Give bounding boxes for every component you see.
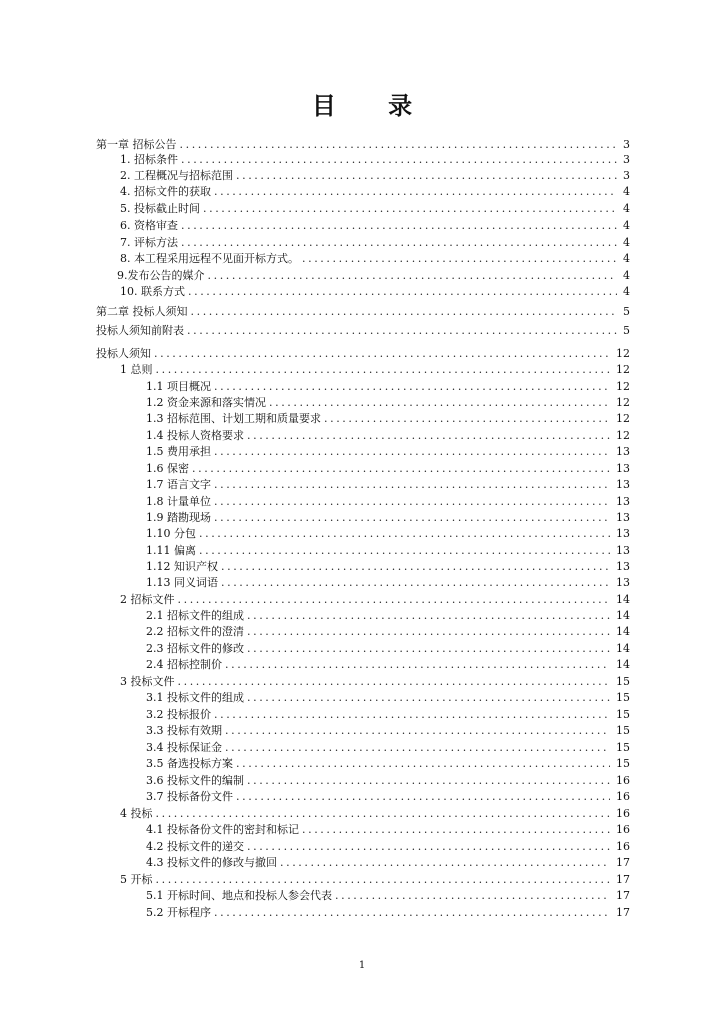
toc-entry-page: 13 — [616, 511, 630, 524]
toc-entry-label: 1.5 费用承担 — [146, 445, 211, 458]
toc-entry-page: 4 — [623, 269, 630, 282]
toc-entry-page: 16 — [616, 774, 630, 787]
toc-entry-label: 1.13 同义词语 — [146, 576, 218, 589]
toc-entry-page: 12 — [616, 347, 630, 360]
toc-entry-label: 4. 招标文件的获取 — [120, 185, 211, 198]
dot-leader — [181, 151, 617, 168]
dot-leader — [221, 574, 610, 591]
dot-leader — [154, 345, 610, 362]
dot-leader — [188, 283, 617, 300]
toc-entry-page: 13 — [616, 544, 630, 557]
toc-entry[interactable] — [146, 525, 630, 542]
toc-entry[interactable] — [117, 267, 630, 284]
toc-entry[interactable] — [146, 476, 630, 493]
dot-leader — [199, 525, 610, 542]
toc-entry[interactable] — [146, 509, 630, 526]
toc-entry-page: 5 — [623, 324, 630, 337]
toc-entry-label: 投标人须知 — [96, 347, 151, 360]
toc-entry-page: 16 — [616, 790, 630, 803]
dot-leader — [191, 303, 618, 320]
dot-leader — [199, 542, 610, 559]
toc-entry-page: 4 — [623, 236, 630, 249]
dot-leader — [324, 410, 610, 427]
toc-entry-label: 3.3 投标有效期 — [146, 724, 222, 737]
toc-entry-page: 13 — [616, 576, 630, 589]
dot-leader — [302, 821, 610, 838]
dot-leader — [187, 322, 617, 339]
toc-entry[interactable] — [120, 234, 630, 251]
dot-leader — [236, 167, 617, 184]
dot-leader — [302, 250, 617, 267]
toc-entry-label: 3 投标文件 — [120, 675, 175, 688]
dot-leader — [214, 378, 610, 395]
dot-leader — [181, 234, 617, 251]
toc-entry-page: 12 — [616, 363, 630, 376]
toc-entry-label: 4.2 投标文件的递交 — [146, 840, 244, 853]
toc-entry-label: 2 招标文件 — [120, 593, 175, 606]
toc-entry-label: 8. 本工程采用远程不见面开标方式。 — [120, 252, 299, 265]
toc-entry-page: 17 — [616, 906, 630, 919]
toc-entry[interactable] — [146, 410, 630, 427]
toc-entry-label: 1. 招标条件 — [120, 153, 178, 166]
page-number: 1 — [358, 960, 366, 971]
toc-entry-label: 6. 资格审查 — [120, 219, 178, 232]
toc-entry[interactable] — [120, 167, 630, 184]
toc-entry[interactable] — [146, 443, 630, 460]
toc-entry-label: 3.2 投标报价 — [146, 708, 211, 721]
toc-entry[interactable] — [146, 887, 630, 904]
toc-entry-label: 1.9 踏勘现场 — [146, 511, 211, 524]
toc-entry-label: 3.4 投标保证金 — [146, 741, 222, 754]
toc-entry-page: 15 — [616, 708, 630, 721]
toc-entry-page: 14 — [616, 658, 630, 671]
toc-entry-page: 13 — [616, 527, 630, 540]
dot-leader — [156, 361, 611, 378]
dot-leader — [247, 772, 610, 789]
toc-entry-label: 1.8 计量单位 — [146, 495, 211, 508]
toc-entry[interactable] — [96, 322, 630, 339]
toc-entry[interactable] — [120, 871, 630, 888]
dot-leader — [221, 558, 610, 575]
dot-leader — [236, 755, 610, 772]
toc-entry[interactable] — [146, 838, 630, 855]
toc-entry[interactable] — [120, 217, 630, 234]
toc-entry-page: 15 — [616, 724, 630, 737]
toc-entry-label: 5.1 开标时间、地点和投标人参会代表 — [146, 889, 332, 902]
toc-entry-label: 10. 联系方式 — [120, 285, 185, 298]
toc-entry-page: 13 — [616, 462, 630, 475]
dot-leader — [247, 689, 610, 706]
toc-entry-label: 9.发布公告的媒介 — [117, 269, 205, 282]
dot-leader — [247, 623, 610, 640]
toc-entry-page: 13 — [616, 495, 630, 508]
dot-leader — [192, 460, 610, 477]
toc-entry-page: 3 — [623, 169, 630, 182]
toc-entry-page: 14 — [616, 625, 630, 638]
toc-entry[interactable] — [120, 591, 630, 608]
toc-entry[interactable] — [146, 623, 630, 640]
toc-entry-label: 1.6 保密 — [146, 462, 189, 475]
toc-entry[interactable] — [146, 706, 630, 723]
dot-leader — [335, 887, 610, 904]
toc-entry-page: 17 — [616, 856, 630, 869]
dot-leader — [181, 217, 617, 234]
toc-entry-label: 2.2 招标文件的澄清 — [146, 625, 244, 638]
toc-entry-label: 1.2 资金来源和落实情况 — [146, 396, 266, 409]
toc-entry-label: 2.4 招标控制价 — [146, 658, 222, 671]
toc-entry[interactable] — [146, 854, 630, 871]
toc-entry-label: 2. 工程概况与招标范围 — [120, 169, 233, 182]
toc-entry-label: 1 总则 — [120, 363, 153, 376]
toc-entry-page: 4 — [623, 219, 630, 232]
dot-leader — [214, 476, 610, 493]
toc-entry-label: 1.1 项目概况 — [146, 380, 211, 393]
toc-entry[interactable] — [120, 151, 630, 168]
toc-entry-label: 2.1 招标文件的组成 — [146, 609, 244, 622]
document-title: 目 录 — [311, 92, 435, 120]
toc-entry[interactable] — [146, 427, 630, 444]
toc-entry[interactable] — [146, 378, 630, 395]
toc-entry[interactable] — [96, 303, 630, 320]
dot-leader — [247, 640, 610, 657]
toc-entry-page: 12 — [616, 429, 630, 442]
toc-entry-label: 4 投标 — [120, 807, 153, 820]
toc-entry-label: 5.2 开标程序 — [146, 906, 211, 919]
dot-leader — [214, 509, 610, 526]
toc-entry[interactable] — [146, 904, 630, 921]
toc-entry[interactable] — [146, 739, 630, 756]
dot-leader — [156, 805, 611, 822]
dot-leader — [208, 267, 618, 284]
toc-entry[interactable] — [146, 722, 630, 739]
dot-leader — [225, 739, 610, 756]
toc-entry-label: 1.10 分包 — [146, 527, 196, 540]
toc-entry[interactable] — [120, 361, 630, 378]
toc-entry-label: 4.3 投标文件的修改与撤回 — [146, 856, 277, 869]
toc-entry[interactable] — [146, 607, 630, 624]
toc-entry[interactable] — [146, 574, 630, 591]
toc-entry-label: 4.1 投标备份文件的密封和标记 — [146, 823, 299, 836]
toc-entry-page: 17 — [616, 873, 630, 886]
toc-entry-page: 13 — [616, 560, 630, 573]
toc-entry-page: 12 — [616, 396, 630, 409]
toc-entry[interactable] — [146, 460, 630, 477]
toc-entry-page: 16 — [616, 823, 630, 836]
toc-entry-page: 16 — [616, 807, 630, 820]
toc-entry-label: 2.3 招标文件的修改 — [146, 642, 244, 655]
dot-leader — [214, 904, 610, 921]
toc-entry[interactable] — [120, 183, 630, 200]
dot-leader — [178, 591, 611, 608]
dot-leader — [156, 871, 611, 888]
toc-entry[interactable] — [120, 250, 630, 267]
toc-entry-page: 15 — [616, 741, 630, 754]
toc-entry[interactable] — [120, 200, 630, 217]
toc-entry-label: 3.5 备选投标方案 — [146, 757, 233, 770]
dot-leader — [214, 183, 617, 200]
toc-entry-page: 14 — [616, 642, 630, 655]
toc-entry[interactable] — [146, 821, 630, 838]
toc-entry[interactable] — [146, 394, 630, 411]
dot-leader — [236, 788, 610, 805]
toc-entry-label: 1.7 语言文字 — [146, 478, 211, 491]
dot-leader — [225, 656, 610, 673]
toc-entry-page: 4 — [623, 202, 630, 215]
toc-entry[interactable] — [120, 673, 630, 690]
toc-entry[interactable] — [146, 689, 630, 706]
toc-entry[interactable] — [146, 493, 630, 510]
dot-leader — [203, 200, 617, 217]
toc-entry-label: 3.7 投标备份文件 — [146, 790, 233, 803]
toc-entry-page: 3 — [623, 153, 630, 166]
dot-leader — [247, 607, 610, 624]
toc-entry[interactable] — [146, 656, 630, 673]
toc-entry-page: 12 — [616, 412, 630, 425]
toc-entry-page: 5 — [623, 305, 630, 318]
toc-entry-page: 17 — [616, 889, 630, 902]
toc-entry-page: 13 — [616, 445, 630, 458]
toc-entry-label: 7. 评标方法 — [120, 236, 178, 249]
toc-entry-page: 15 — [616, 691, 630, 704]
dot-leader — [225, 722, 610, 739]
toc-entry-page: 15 — [616, 757, 630, 770]
toc-entry-label: 5. 投标截止时间 — [120, 202, 200, 215]
dot-leader — [178, 673, 611, 690]
toc-entry-page: 15 — [616, 675, 630, 688]
toc-entry-page: 14 — [616, 593, 630, 606]
toc-entry[interactable] — [146, 755, 630, 772]
toc-entry-label: 1.4 投标人资格要求 — [146, 429, 244, 442]
dot-leader — [269, 394, 610, 411]
toc-entry[interactable] — [146, 772, 630, 789]
toc-entry-label: 1.3 招标范围、计划工期和质量要求 — [146, 412, 321, 425]
toc-entry[interactable] — [120, 805, 630, 822]
dot-leader — [247, 427, 610, 444]
toc-entry[interactable] — [146, 788, 630, 805]
toc-entry-page: 13 — [616, 478, 630, 491]
toc-entry[interactable] — [146, 542, 630, 559]
toc-entry-label: 第二章 投标人须知 — [96, 305, 188, 318]
toc-entry-page: 4 — [623, 285, 630, 298]
toc-entry-label: 1.12 知识产权 — [146, 560, 218, 573]
dot-leader — [214, 706, 610, 723]
toc-entry[interactable] — [146, 558, 630, 575]
toc-entry[interactable] — [96, 345, 630, 362]
dot-leader — [280, 854, 610, 871]
toc-entry-page: 4 — [623, 252, 630, 265]
toc-entry-label: 第一章 招标公告 — [96, 138, 177, 151]
toc-entry-page: 16 — [616, 840, 630, 853]
toc-entry-page: 14 — [616, 609, 630, 622]
dot-leader — [214, 493, 610, 510]
toc-entry-label: 5 开标 — [120, 873, 153, 886]
toc-entry-label: 3.1 投标文件的组成 — [146, 691, 244, 704]
dot-leader — [247, 838, 610, 855]
toc-entry[interactable] — [120, 283, 630, 300]
toc-entry-label: 3.6 投标文件的编制 — [146, 774, 244, 787]
toc-entry-page: 12 — [616, 380, 630, 393]
dot-leader — [214, 443, 610, 460]
toc-entry-label: 投标人须知前附表 — [96, 324, 184, 337]
toc-entry-page: 4 — [623, 185, 630, 198]
toc-entry-label: 1.11 偏离 — [146, 544, 196, 557]
toc-entry-page: 3 — [623, 138, 630, 151]
toc-entry[interactable] — [146, 640, 630, 657]
